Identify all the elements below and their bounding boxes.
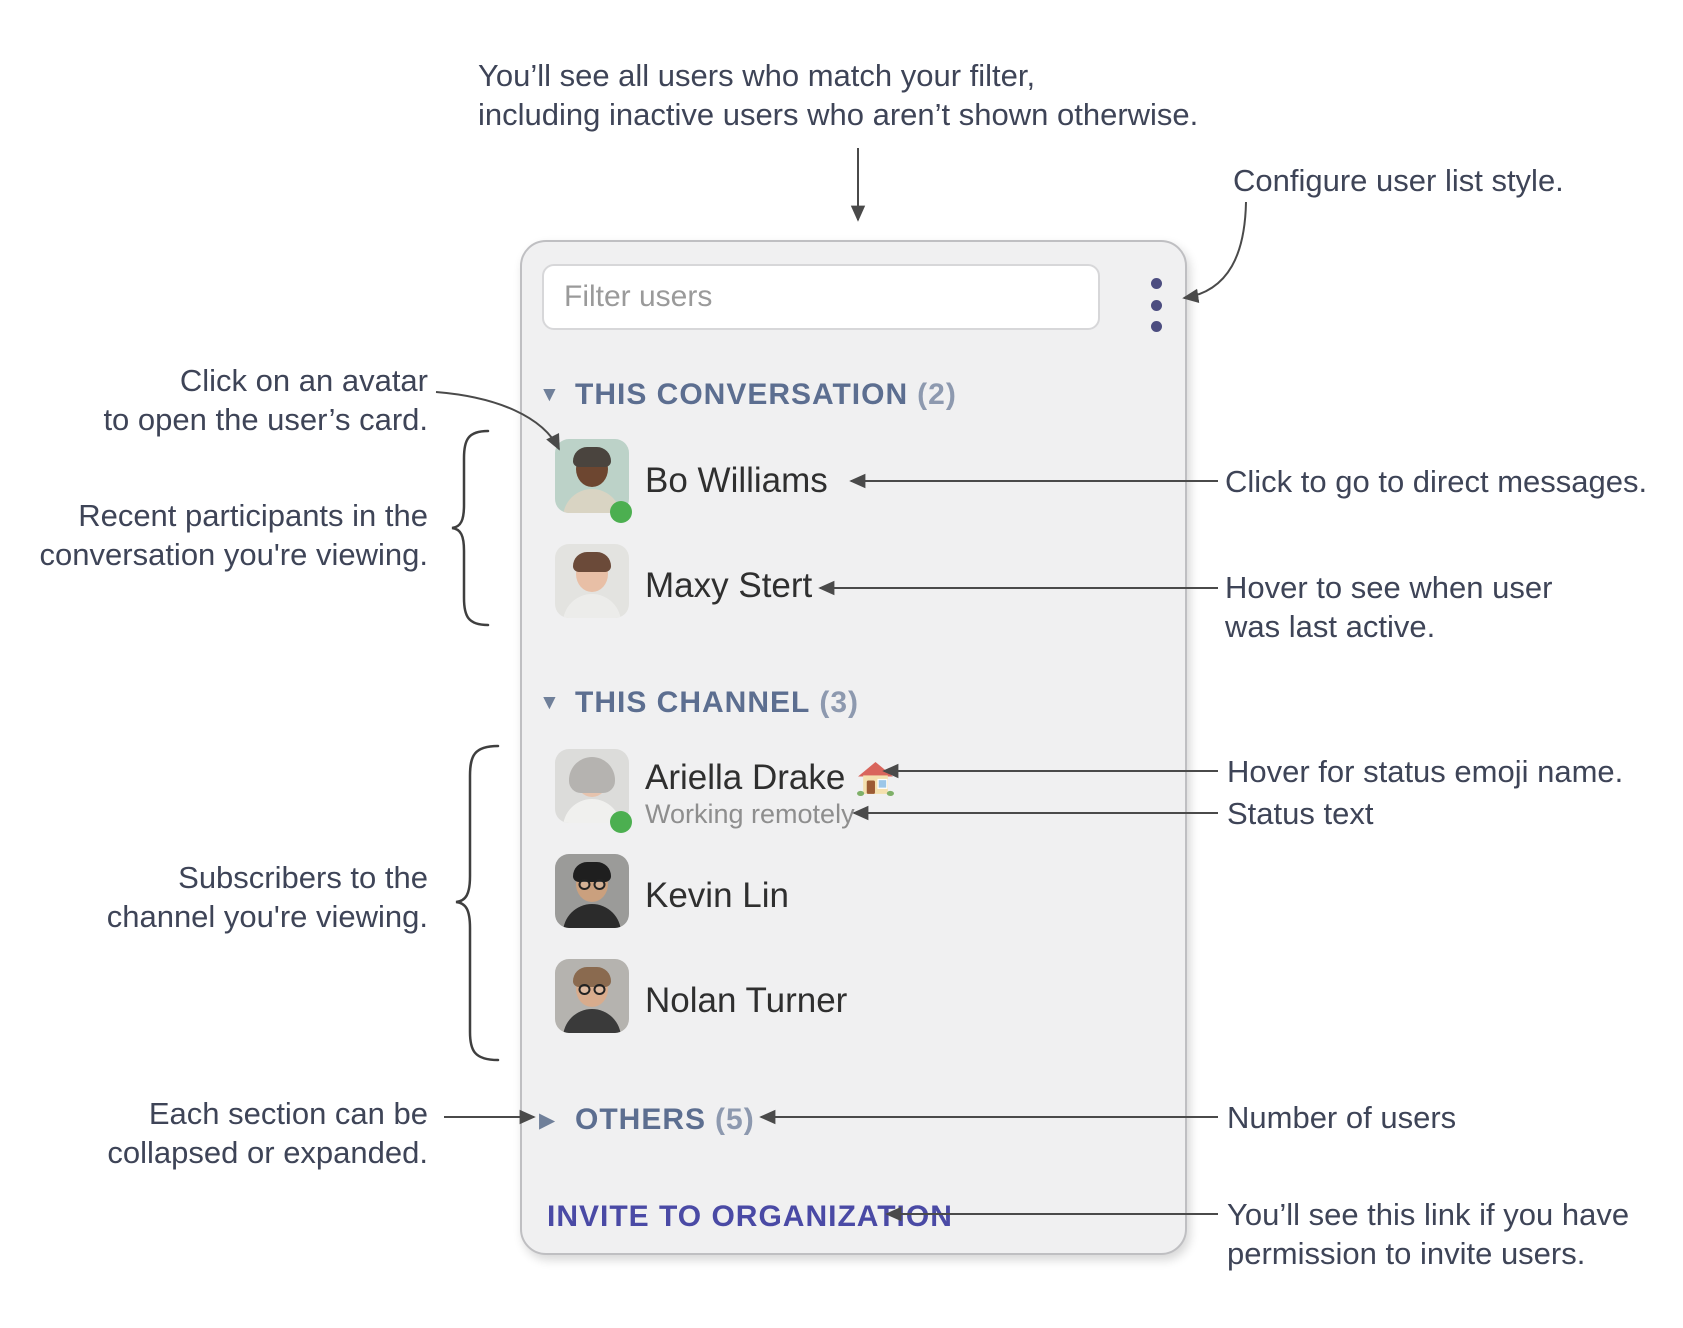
- user-row[interactable]: [555, 439, 1155, 513]
- section-count: (3): [819, 686, 860, 719]
- annotation-number-of-users: Number of users: [1227, 1100, 1457, 1135]
- avatar-photo: [555, 854, 629, 928]
- section-header-others[interactable]: [539, 1104, 755, 1136]
- annotation-filter-results: You’ll see all users who match your filter, including inactive users who aren’t shown otherwise.: [478, 58, 1199, 132]
- collapse-triangle-icon[interactable]: ▶: [539, 1108, 556, 1132]
- collapse-triangle-icon[interactable]: ▼: [539, 691, 560, 714]
- user-name[interactable]: Bo Williams: [645, 461, 828, 500]
- avatar[interactable]: [555, 544, 629, 618]
- annotation-direct-messages: Click to go to direct messages.: [1225, 464, 1648, 499]
- glasses: [579, 984, 606, 995]
- avatar-photo: [555, 959, 629, 1033]
- online-status-dot: [610, 501, 632, 523]
- user-name[interactable]: Nolan Turner: [645, 981, 848, 1020]
- user-row[interactable]: [555, 749, 1155, 829]
- section-header-this-channel[interactable]: [539, 687, 859, 719]
- user-row[interactable]: [555, 854, 1155, 928]
- section-count: (2): [917, 378, 957, 411]
- glasses: [579, 879, 606, 890]
- section-label: THIS CONVERSATION: [575, 378, 909, 411]
- online-status-dot: [610, 811, 632, 833]
- user-list-style-menu-icon[interactable]: [1144, 278, 1168, 332]
- user-row[interactable]: [555, 544, 1155, 618]
- avatar[interactable]: [555, 439, 629, 513]
- collapse-triangle-icon[interactable]: ▼: [539, 383, 560, 406]
- house-status-emoji: [857, 761, 894, 796]
- annotation-invite-permission: You’ll see this link if you have permission to invite users.: [1227, 1197, 1630, 1271]
- annotation-recent-participants: Recent participants in the conversation you're viewing.: [39, 498, 428, 572]
- annotation-subscribers: Subscribers to the channel you're viewing.: [106, 860, 428, 934]
- section-label: OTHERS: [575, 1103, 707, 1136]
- avatar[interactable]: [555, 854, 629, 928]
- section-count: (5): [715, 1103, 755, 1136]
- filter-users-input[interactable]: [542, 264, 1100, 330]
- user-name[interactable]: Ariella Drake: [645, 758, 846, 797]
- annotation-status-emoji: Hover for status emoji name.: [1227, 754, 1624, 789]
- avatar[interactable]: [555, 749, 629, 823]
- annotation-last-active: Hover to see when user was last active.: [1225, 570, 1553, 644]
- user-status-text: Working remotely: [645, 799, 855, 829]
- avatar-photo: [555, 544, 629, 618]
- section-label: THIS CHANNEL: [575, 686, 811, 719]
- user-name[interactable]: Maxy Stert: [645, 566, 813, 605]
- annotation-status-text: Status text: [1227, 796, 1374, 831]
- invite-to-organization-link[interactable]: INVITE TO ORGANIZATION: [547, 1200, 953, 1233]
- annotation-collapse-expand: Each section can be collapsed or expanded.: [107, 1096, 428, 1170]
- avatar[interactable]: [555, 959, 629, 1033]
- user-list-panel: [520, 240, 1187, 1255]
- annotation-avatar-click: Click on an avatar to open the user’s card.: [103, 363, 428, 437]
- section-header-this-conversation[interactable]: [539, 379, 957, 411]
- user-name[interactable]: Kevin Lin: [645, 876, 789, 915]
- annotation-configure-style: Configure user list style.: [1233, 163, 1564, 198]
- user-row[interactable]: [555, 959, 1155, 1033]
